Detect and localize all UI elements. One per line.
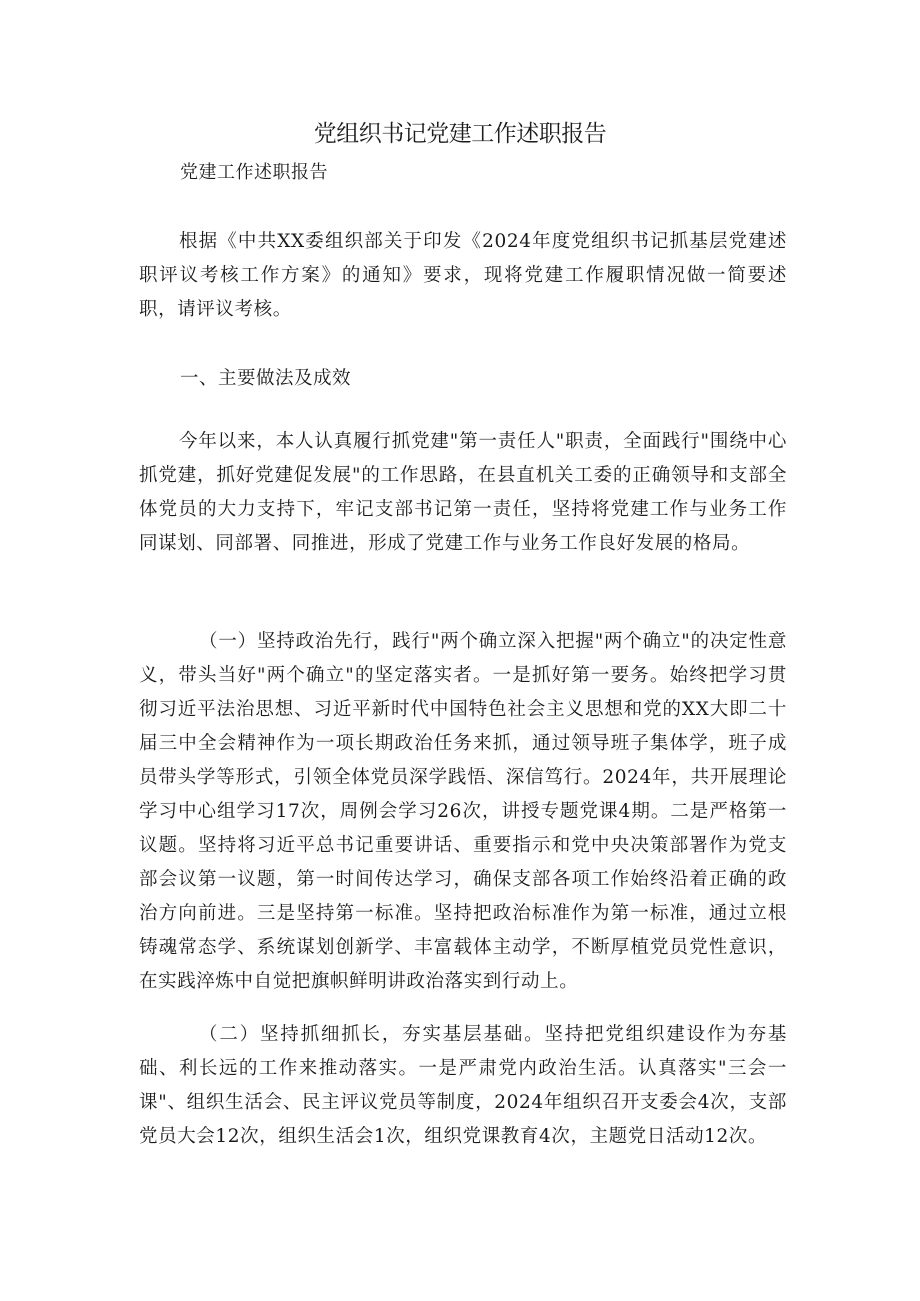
section-heading: 一、主要做法及成效 xyxy=(180,368,352,389)
overview-paragraph: 今年以来，本人认真履行抓党建"第一责任人"职责，全面践行"围绕中心抓党建，抓好党建促发展"的工作思路，在县直机关工委的正确领导和支部全体党员的大力支持下，牢记支部书记第一责任，坚持将党建工作与业务工作同谋划、同部署、同推进，形成了党建工作与业务工作良好发展的格局。 xyxy=(139,431,787,554)
intro-paragraph: 根据《中共XX委组织部关于印发《2024年度党组织书记抓基层党建述职评议考核工作方案》的通知》要求，现将党建工作履职情况做一简要述职，请评议考核。 xyxy=(139,231,787,320)
document-subtitle: 党建工作述职报告 xyxy=(180,162,328,183)
document-title: 党组织书记党建工作述职报告 xyxy=(313,121,607,147)
politics-paragraph: （一）坚持政治先行，践行"两个确立深入把握"两个确立"的决定性意义，带头当好"两个确立"的坚定落实者。一是抓好第一要务。始终把学习贯彻习近平法治思想、习近平新时代中国特色社会主义思想和党的XX大即二十届三中全会精神作为一项长期政治任务来抓，通过领导班子集体学，班子成员带头学等形式，引领全体党员深学践悟、深信笃行。2024年，共开展理论学习中心组学习17次，周例会学习26次，讲授专题党课4期。二是严格第一议题。坚持将习近平总书记重要讲话、重要指示和党中央决策部署作为党支部会议第一议题，第一时间传达学习，确保支部各项工作始终沿着正确的政治方向前进。三是坚持第一标准。坚持把政治标准作为第一标准，通过立根铸魂常态学、系统谋划创新学、丰富载体主动学，不断厚植党员党性意识，在实践淬炼中自觉把旗帜鲜明讲政治落实到行动上。 xyxy=(139,631,787,992)
grassroots-paragraph: （二）坚持抓细抓长，夯实基层基础。坚持把党组织建设作为夯基础、利长远的工作来推动落实。一是严肃党内政治生活。认真落实"三会一课"、组织生活会、民主评议党员等制度，2024年组织召开支委会4次，支部党员大会12次，组织生活会1次，组织党课教育4次，主题党日活动12次。 xyxy=(139,1024,787,1147)
